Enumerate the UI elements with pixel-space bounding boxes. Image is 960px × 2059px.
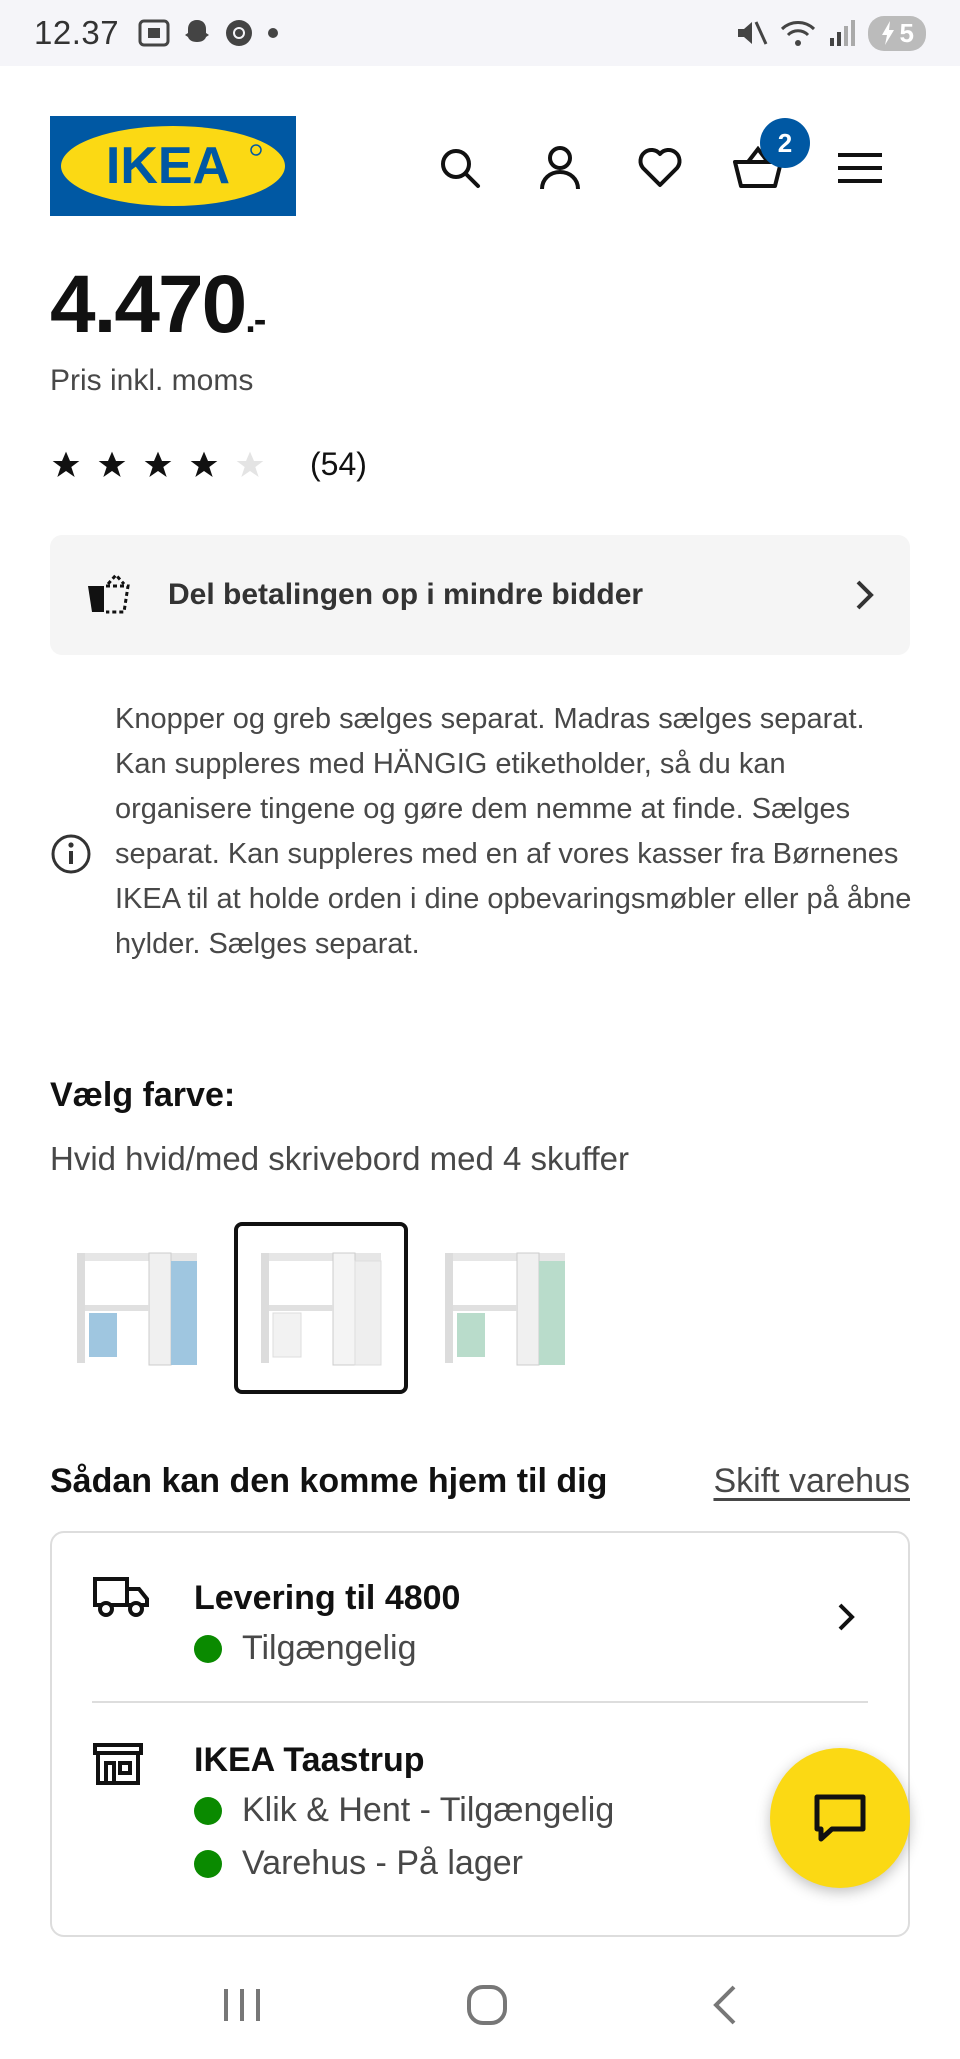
cart-count-badge: 2 [760,118,810,168]
menu-button[interactable] [830,138,890,198]
store-stock-status-text: Varehus - På lager [242,1844,523,1882]
battery-level: 5 [899,17,914,48]
status-time: 12.37 [34,14,120,51]
home-delivery-status [194,1629,417,1668]
price-note: Pris inkl. moms [50,364,254,397]
store-icon [92,1741,144,1785]
wishlist-button[interactable] [630,138,690,198]
chat-bubble-icon [812,1792,868,1844]
mute-icon [734,18,768,48]
status-system-icons [734,16,926,51]
status-notification-icons [137,17,281,49]
back-icon[interactable] [710,1983,740,2027]
price-suffix: .- [245,299,265,341]
logo-text: IKEA [105,137,231,195]
heart-icon [637,147,683,189]
chevron-right-icon [836,1601,856,1633]
screenshot-icon [137,18,171,48]
truck-icon [92,1575,150,1619]
product-rating[interactable] [50,446,367,483]
search-button[interactable] [430,138,490,198]
product-price [50,258,264,352]
hamburger-menu-icon [838,151,882,185]
system-nav-bar [0,1950,960,2059]
color-option-blue[interactable] [50,1222,224,1394]
search-icon [438,146,482,190]
snapchat-icon [181,17,213,49]
in-stock-dot [194,1850,222,1878]
available-dot [194,1635,222,1663]
home-delivery-status-text: Tilgængelig [242,1629,417,1667]
loft-bed-thumbnail [435,1243,575,1373]
delivery-options-card [50,1531,910,1937]
recent-apps-icon[interactable] [220,1985,264,2025]
star-icon [188,449,220,481]
color-option-mint[interactable] [418,1222,592,1394]
account-button[interactable] [530,138,590,198]
store-stock-status [194,1844,523,1883]
star-icon [50,449,82,481]
click-collect-status-text: Klik & Hent - Tilgængelig [242,1791,615,1829]
signal-icon [828,18,858,48]
star-icon [96,449,128,481]
rating-count: (54) [310,446,367,482]
click-collect-status [194,1791,614,1830]
change-store-link[interactable]: Skift varehus [713,1462,910,1500]
selected-color-value: Hvid hvid/med skrivebord med 4 skuffer [50,1140,629,1177]
home-delivery-option[interactable] [52,1533,908,1701]
chat-button[interactable] [770,1748,910,1888]
dot-icon [265,25,281,41]
available-dot [194,1797,222,1825]
star-empty-icon [234,449,266,481]
color-select-title: Vælg farve: [50,1076,236,1114]
store-name: IKEA Taastrup [194,1741,425,1779]
color-option-white[interactable] [234,1222,408,1394]
installment-banner[interactable] [50,535,910,655]
status-bar [0,0,960,66]
split-payment-icon [84,572,134,618]
product-notice-text: Knopper og greb sælges separat. Madras sælges separat. Kan suppleres med HÄNGIG etiketholder, så du kan organisere tingene og gøre dem nemme at finde. Sælges separat. Kan suppleres med en af vores kasser fra Børnenes IKEA til at holde orden i dine opbevaringsmøbler eller på åbne hylder. Sælges separat. [115,703,912,960]
chevron-right-icon [854,578,876,612]
loft-bed-thumbnail [67,1243,207,1373]
home-icon[interactable] [465,1983,509,2027]
user-icon [538,145,582,191]
chrome-icon [223,17,255,49]
delivery-section-title: Sådan kan den komme hjem til dig [50,1462,608,1500]
battery-indicator [868,16,926,51]
home-delivery-name: Levering til 4800 [194,1579,461,1617]
installment-label: Del betalingen op i mindre bidder [168,578,644,611]
info-icon [50,833,92,875]
charging-icon [880,21,896,45]
price-value: 4.470 [50,259,246,350]
loft-bed-thumbnail [251,1243,391,1373]
star-icon [142,449,174,481]
ikea-logo[interactable] [50,116,296,216]
wifi-icon [778,17,818,49]
